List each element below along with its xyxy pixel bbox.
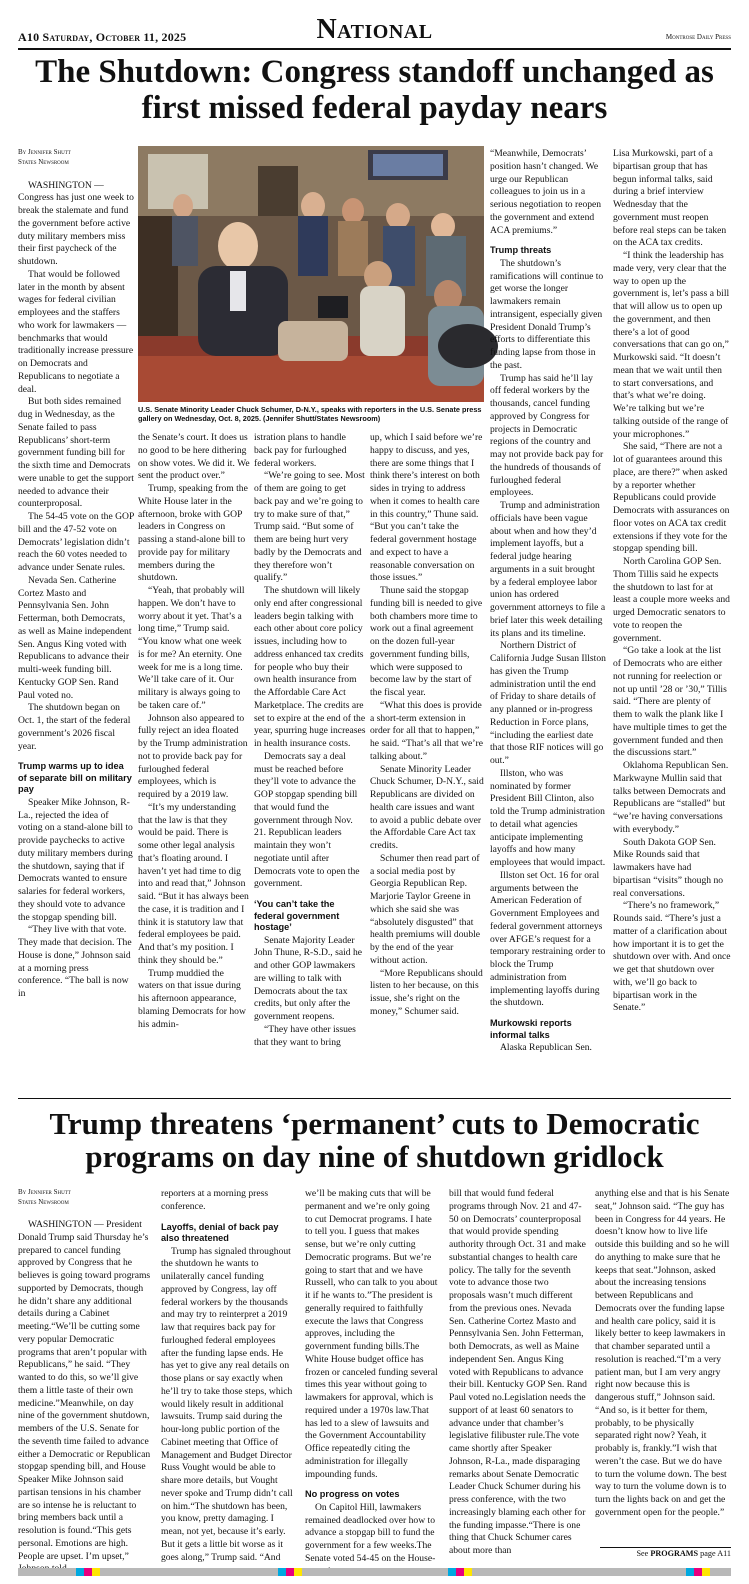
paragraph: North Carolina GOP Sen. Thom Tillis said he expects the shutdown to last for at least a couple more weeks and urged Democratic senators to vote to reopen the government. bbox=[613, 556, 730, 644]
story1-column-1 bbox=[18, 148, 134, 1092]
paragraph: Johnson also appeared to fully reject an idea floated by the Trump administration not to provide back pay for furloughed federal employees, which is required by a 2019 law. bbox=[138, 712, 248, 800]
paragraph: “They live with that vote. They made that decision. The House is done,” Johnson said at a morning press conference. “The ball is now in bbox=[18, 924, 132, 1000]
story1-column-6 bbox=[613, 148, 731, 1092]
paragraph: the Senate’s court. It does us no good to be here dithering on show votes. We did it. We sent the product over.” bbox=[138, 432, 250, 482]
paragraph: But both sides remained dug in Wednesday, as the Senate failed to pass Republicans’ short-term government funding bill for the sixth time and Democrats were unable to get the support needed to advance their counterproposal. bbox=[18, 396, 134, 510]
story2-column-2 bbox=[161, 1188, 295, 1563]
paragraph: up, which I said before we’re happy to discuss, and yes, there are some things that I think there’s interest on both sides in trying to address when it comes to health care in this country,” Thune said. “But you can’t take the federal government hostage and expect to have a reasonable conversation on those issues.” bbox=[370, 432, 483, 584]
story1-subhead-hostage: ‘You can’t take the federal government hostage’ bbox=[254, 899, 340, 932]
paragraph: Northern District of California Judge Susan Illston has given the Trump administration until the end of Friday to share details of any planned or in-progress Reduction in Force plans, “including the earliest date that those RIF notices will go out.” bbox=[490, 640, 606, 766]
jump-prefix: See bbox=[636, 1549, 649, 1558]
jump-line bbox=[600, 1547, 731, 1558]
story2-subhead-layoffs: Layoffs, denial of back pay also threatened bbox=[161, 1221, 279, 1243]
story1-byline-name: By Jennifer Shutt bbox=[18, 148, 71, 156]
color-swatch-yellow bbox=[92, 1568, 100, 1576]
paragraph: Trump muddied the waters on that issue during his afternoon appearance, blaming Democrats for how his admin- bbox=[138, 967, 246, 1030]
paragraph: WASHINGTON — President Donald Trump said Thursday he’s prepared to cancel funding approved by Congress that he believes is going toward programs supported by Democrats, though he didn’t share any additional details during a Cabinet meeting.“We’ll be cutting some very popular Democratic programs that aren’t popular with Republicans,” he said. “They wanted to do this, so we’ll give them a little taste of their own medicine.”Meanwhile, on day nine of the government shutdown, members of the U.S. Senate for the seventh time failed to advance either a Democratic or Republican stopgap spending bill, and House Speaker Mike Johnson said partisan tensions in his chamber are so intense he is reluctant to bring members back until a resolution is found.“This gets personal. Emotions are high. People are upset. I’m upset,” bbox=[18, 1219, 151, 1562]
paragraph: “We’re going to see. Most of them are going to get back pay and we’re going to try to make sure of that,” Trump said. “But some of them are being hurt very badly by the Democrats and they therefore won’t qualify.” bbox=[254, 470, 365, 584]
story1-column-2 bbox=[138, 432, 250, 1092]
color-swatch-cyan bbox=[278, 1568, 286, 1576]
paragraph: Oklahoma Republican Sen. Markwayne Mullin said that talks between Democrats and Republicans are “stalled” but “we’re having conversations with everybody.” bbox=[613, 760, 729, 835]
paragraph: reporters at a morning press conference. bbox=[161, 1188, 269, 1212]
story2-headline: Trump threatens ‘permanent’ cuts to Democratic programs on day nine of shutdown gridlock bbox=[49, 1106, 700, 1175]
color-swatch-cyan bbox=[686, 1568, 694, 1576]
paragraph: “What this does is provide a short-term extension in order for all that to happen,” he said. “That’s all that we’re talking about.” bbox=[370, 699, 483, 762]
paragraph: Alaska Republican Sen. bbox=[500, 1042, 592, 1053]
story2-column-4 bbox=[449, 1188, 587, 1560]
paragraph: Schumer then read part of a social media post by Georgia Republican Rep. Marjorie Taylor Greene in which she said she was “absolutely disgusted” that health premiums will double by the end of the year without action. bbox=[370, 852, 481, 966]
color-swatch-yellow bbox=[294, 1568, 302, 1576]
paragraph: The 54-45 vote on the GOP bill and the 47-52 vote on Democrats’ legislation didn’t reach the 60 votes needed to advance under Senate rules. bbox=[18, 511, 134, 574]
color-swatch-magenta bbox=[84, 1568, 92, 1576]
color-swatch-yellow bbox=[702, 1568, 710, 1576]
paragraph: “I think the leadership has made very, very clear that the way to open up the government is, let’s pass a bill that will allow us to open up the government, and then there’s a lot of good conversations that can go on,” Murkowski said. “It doesn’t mean that we wait until then to start conversations, and that’s what we’re doing. We’re talking but we’re talking outside of the range of your microphones.” bbox=[613, 250, 730, 440]
story1-subhead-military-pay: Trump warms up to idea of separate bill on military pay bbox=[18, 761, 132, 795]
paragraph: “They have other issues that they want to bring bbox=[254, 1023, 356, 1048]
color-swatch-cyan bbox=[76, 1568, 84, 1576]
color-swatch-magenta bbox=[456, 1568, 464, 1576]
color-swatch-cyan bbox=[448, 1568, 456, 1576]
story1-headline: The Shutdown: Congress standoff unchanged as first missed federal payday nears bbox=[35, 54, 714, 126]
paragraph: The shutdown began on Oct. 1, the start of the federal government’s 2026 fiscal year. bbox=[18, 702, 131, 752]
paragraph: Speaker Mike Johnson, R-La., rejected the idea of voting on a stand-alone bill to provide paychecks to active duty military members during the shutdown, saying that if Democrats wanted to ensure salaries for federal workers, they should vote to advance the stopgap spending bill. bbox=[18, 796, 133, 923]
page-date: A10 Saturday, October 11, 2025 bbox=[18, 30, 187, 44]
color-bar-base bbox=[18, 1568, 731, 1576]
paragraph: Trump has said he’ll lay off federal workers by the thousands, cancel funding approved by Congress for projects in Democratic regions of the country and may not provide back pay for the hundreds of thousands of furloughed federal employees. bbox=[490, 372, 604, 499]
jump-keyword: PROGRAMS bbox=[650, 1549, 699, 1558]
photo-caption: U.S. Senate Minority Leader Chuck Schumer, D-N.Y., speaks with reporters in the U.S. Senate press gallery on Wednesday, Oct. 8, 2025. (Jennifer Shutt/States Newsroom) bbox=[138, 405, 482, 424]
story2-column-3 bbox=[305, 1188, 439, 1564]
story1-photo bbox=[138, 146, 484, 402]
newspaper-name: Montrose Daily Press bbox=[665, 33, 731, 41]
story1-column-4 bbox=[370, 432, 484, 1092]
paragraph: Democrats say a deal must be reached before they’ll vote to advance the GOP stopgap spending bill that would fund the government through Nov. 21. Republican leaders maintain they won’t negotiate until after Democrats vote to open the government. bbox=[254, 750, 360, 890]
section-title: National bbox=[316, 14, 433, 45]
paragraph: Senate Majority Leader John Thune, R-S.D., said he and other GOP lawmakers are willing to talk with Democrats about the tax credits, but only after the government reopens. bbox=[254, 934, 363, 1022]
masthead bbox=[18, 14, 731, 48]
story1-byline-org: States Newsroom bbox=[18, 157, 69, 166]
paragraph: Lisa Murkowski, part of a bipartisan group that has begun informal talks, said during a brief interview Wednesday that the government must reopen before real steps can be taken on the ACA tax credits. bbox=[613, 148, 727, 249]
paragraph: we’ll be making cuts that will be permanent and we’re only going to cut Democrat programs. I hate to tell you. I guess that makes sense, but we’re only cutting Democratic programs. But we’re going to start that and we have Russell, who can talk to you about it if he wants to.”The president is generally required to faithfully execute the laws that Congress approves, including the government funding bills.The White House budget office has frozen or canceled funding several times this year without going to lawmakers for approval, which is required under a 1970s law.That has led to a slew of lawsuits and the Government Accountability Office repeatedly citing the administration for illegally impounding funds. bbox=[305, 1188, 438, 1480]
story1-column-5 bbox=[490, 148, 606, 1092]
story2-column-5 bbox=[595, 1188, 731, 1544]
story2-byline-name: By Jennifer Shutt bbox=[18, 1188, 71, 1196]
paragraph: “Yeah, that probably will happen. We don’t have to worry about it yet. That’s a long time,” Trump said. “You know what one week is for me? An eternity. One week for me is a long time. We’ll take care of it. Our military is always going to be taken care of.” bbox=[138, 585, 245, 711]
paragraph: Thune said the stopgap funding bill is needed to give both chambers more time to work out a final agreement on the dozen full-year government funding bills, which were supposed to become law by the start of the fiscal year. bbox=[370, 585, 483, 698]
story1-subhead-murkowski: Murkowski reports informal talks bbox=[490, 1018, 572, 1040]
paragraph: The shutdown’s ramifications will continue to get worse the longer lawmakers remain intransigent, especially given President Donald Trump’s efforts to differentiate this funding lapse from those in the past. bbox=[490, 257, 604, 371]
paragraph: That would be followed later in the month by absent wages for federal civilian employees and the staffers who work for lawmakers — benchmarks that would traditionally increase pressure on Democrats and Republicans to negotiate a deal. bbox=[18, 268, 134, 395]
paragraph: Nevada Sen. Catherine Cortez Masto and Pennsylvania Sen. John Fetterman, both Democrats, as well as Maine independent Sen. Angus King voted with Republicans to advance their multi-week funding bill. Kentucky GOP Sen. Rand Paul voted no. bbox=[18, 574, 132, 701]
paragraph: Illston set Oct. 16 for oral arguments between the American Federation of Government Employees and federal government attorneys over AFGE’s request for a temporary restraining order to block the Trump administration from implementing layoffs during the shutdown. bbox=[490, 869, 606, 1009]
color-swatch-yellow bbox=[464, 1568, 472, 1576]
paragraph: On Capitol Hill, lawmakers remained deadlocked over how to advance a stopgap bill to fund the government for a few weeks.The Senate voted 54-45 on the House- bbox=[305, 1501, 436, 1564]
paragraph: anything else and that is his Senate seat,” Johnson said. “The guy has been in Congress for 44 years. He doesn’t know how to live life outside this building and so he will do anything to make sure that he keeps that seat.”Johnson, asked about the increasing tensions between Republicans and Democrats over the funding lapse and health care policy, said it is likely better to keep lawmakers in that chamber separated until a resolution is reached.“I’m a very patient man, but I am very angry right now because this is dangerous stuff,” Johnson said. “And so, is it better for them, probably, to be physically separated right now? Yeah, it probably is, frankly.”I wish that weren’t the case. But we do have to turn the volume down. The best way to turn the volume down is to turn the lights back on and get the government open for the people.” bbox=[595, 1188, 730, 1518]
color-registration-bar bbox=[18, 1568, 731, 1576]
paragraph: “Go take a look at the list of Democrats who are either not running for reelection or not up until ’28 or ’30,” Tillis said. “There are plenty of them to walk the plank like I have multiple times to get the government funded and then the discussions start.” bbox=[613, 645, 727, 759]
paragraph: “There’s no framework,” Rounds said. “There’s just a matter of a clarification about how important it is to get the shutdown over with. And once we get that shutdown over with, we’ll go back to bipartisan work in the Senate.” bbox=[613, 900, 731, 1014]
paragraph: Illston, who was nominated by former President Bill Clinton, also told the Trump administration to detail what agencies anticipate implementing layoffs and how many employees that would impact. bbox=[490, 767, 606, 868]
paragraph: The shutdown will likely only end after congressional leaders begin talking with each other about core policy issues, including how to address enhanced tax credits for people who buy their own health insurance from the Affordable Care Act Marketplace. The credits are set to expire at the end of the year, spurring huge increases in health insurance costs. bbox=[254, 585, 366, 749]
story1-column-3 bbox=[254, 432, 366, 1092]
paragraph: Trump and administration officials have been vague about when and how they’d implement layoffs, but a federal judge hearing arguments in a suit brought by a federal employee labor union has ordered government attorneys to file a brief later this week detailing its plans and its timeline. bbox=[490, 500, 606, 639]
paragraph: “Meanwhile, Democrats’ position hasn’t changed. We urge our Republican colleagues to join us in a serious negotiation to reopen the government and extend ACA premiums.” bbox=[490, 148, 602, 236]
color-swatch-magenta bbox=[694, 1568, 702, 1576]
paragraph: “More Republicans should listen to her because, on this issue, she’s right on the money,” Schumer said. bbox=[370, 967, 483, 1017]
color-swatch-magenta bbox=[286, 1568, 294, 1576]
paragraph: bill that would fund federal programs through Nov. 21 and 47-50 on Democrats’ counterproposal that would provide spending authority through Oct. 31 and make substantial changes to health care policy. The tally for the seventh vote to advance those two proposals wasn’t much different from the previous ones. Nevada Sen. Catherine Cortez Masto and Pennsylvania Sen. John Fetterman, both Democrats, as well as Maine independent Sen. Angus King voted with Republicans to advance their bill. Kentucky GOP Sen. Rand Paul voted no.Legislation needs the support of at least 60 senators to advance under that chamber’s legislative filibuster rule.The vote came shortly after Speaker Johnson, R-La., made disparaging remarks about Senate Democratic Leader Chuck Schumer during his press conference, with the two increasingly blaming each other for the funding impasse.“There is one thing that Chuck Schumer cares about more than bbox=[449, 1188, 587, 1556]
paragraph: WASHINGTON — Congress has just one week to break the stalemate and fund the government before active duty military members miss their first paycheck of the shutdown. bbox=[18, 179, 134, 268]
paragraph: Trump, speaking from the White House later in the afternoon, broke with GOP leaders in Congress on passing a stand-alone bill to provide pay for military members during the shutdown. bbox=[138, 483, 248, 584]
paragraph: istration plans to handle back pay for furloughed federal workers. bbox=[254, 432, 347, 469]
story2-subhead-no-progress: No progress on votes bbox=[305, 1489, 400, 1500]
paragraph: “It’s my understanding that the law is that they would be paid. There is some other legal analysis that’s floating around. I haven’t yet had time to dig into and read that,” Johnson said. “But it has always been the case, it is tradition and I think it is statutory law that federal employees be paid. And that’s my position. I think they should be.” bbox=[138, 801, 249, 966]
paragraph: Trump has signaled throughout the shutdown he wants to unilaterally cancel funding approved by Congress, lay off federal workers by the thousands and may try to reinterpret a 2019 law that requires back pay for furloughed federal employees after the funding lapse ends. He has yet to give any real details on those plans or say exactly when he’ll try to take those steps, which would likely result in additional lawsuits. Trump said during the hour-long public portion of the Cabinet meeting that Office of Management and Budget Director Russ Vought would be able to share more details, but Vought never spoke and Trump didn’t call on him.“The shutdown has been, you know, pretty damaging. I mean, not yet, because it’s early. But it gets a little bit worse as it goes along,” Trump said. “And bbox=[161, 1245, 293, 1563]
story1-subhead-trump-threats: Trump threats bbox=[490, 245, 552, 256]
story2-column-1 bbox=[18, 1188, 152, 1560]
paragraph: She said, “There are not a lot of guarantees around this place, are there?” when asked by a reporter whether Republicans could provide Democrats with assurances on floor votes on ACA tax credit extensions if they vote for the stopgap spending bill. bbox=[613, 441, 730, 555]
masthead-rule bbox=[18, 48, 731, 50]
press-gallery-photo bbox=[138, 146, 484, 402]
jump-page: page A11 bbox=[700, 1549, 731, 1558]
story2-byline-org: States Newsroom bbox=[18, 1197, 69, 1206]
story-divider bbox=[18, 1098, 731, 1099]
paragraph: South Dakota GOP Sen. Mike Rounds said that lawmakers have had bipartisan “visits” though no real conversations. bbox=[613, 836, 724, 899]
paragraph: Senate Minority Leader Chuck Schumer, D-N.Y., said Republicans are divided on health care issues and want to avoid a public debate over the Affordable Care Act tax credits. bbox=[370, 763, 484, 851]
